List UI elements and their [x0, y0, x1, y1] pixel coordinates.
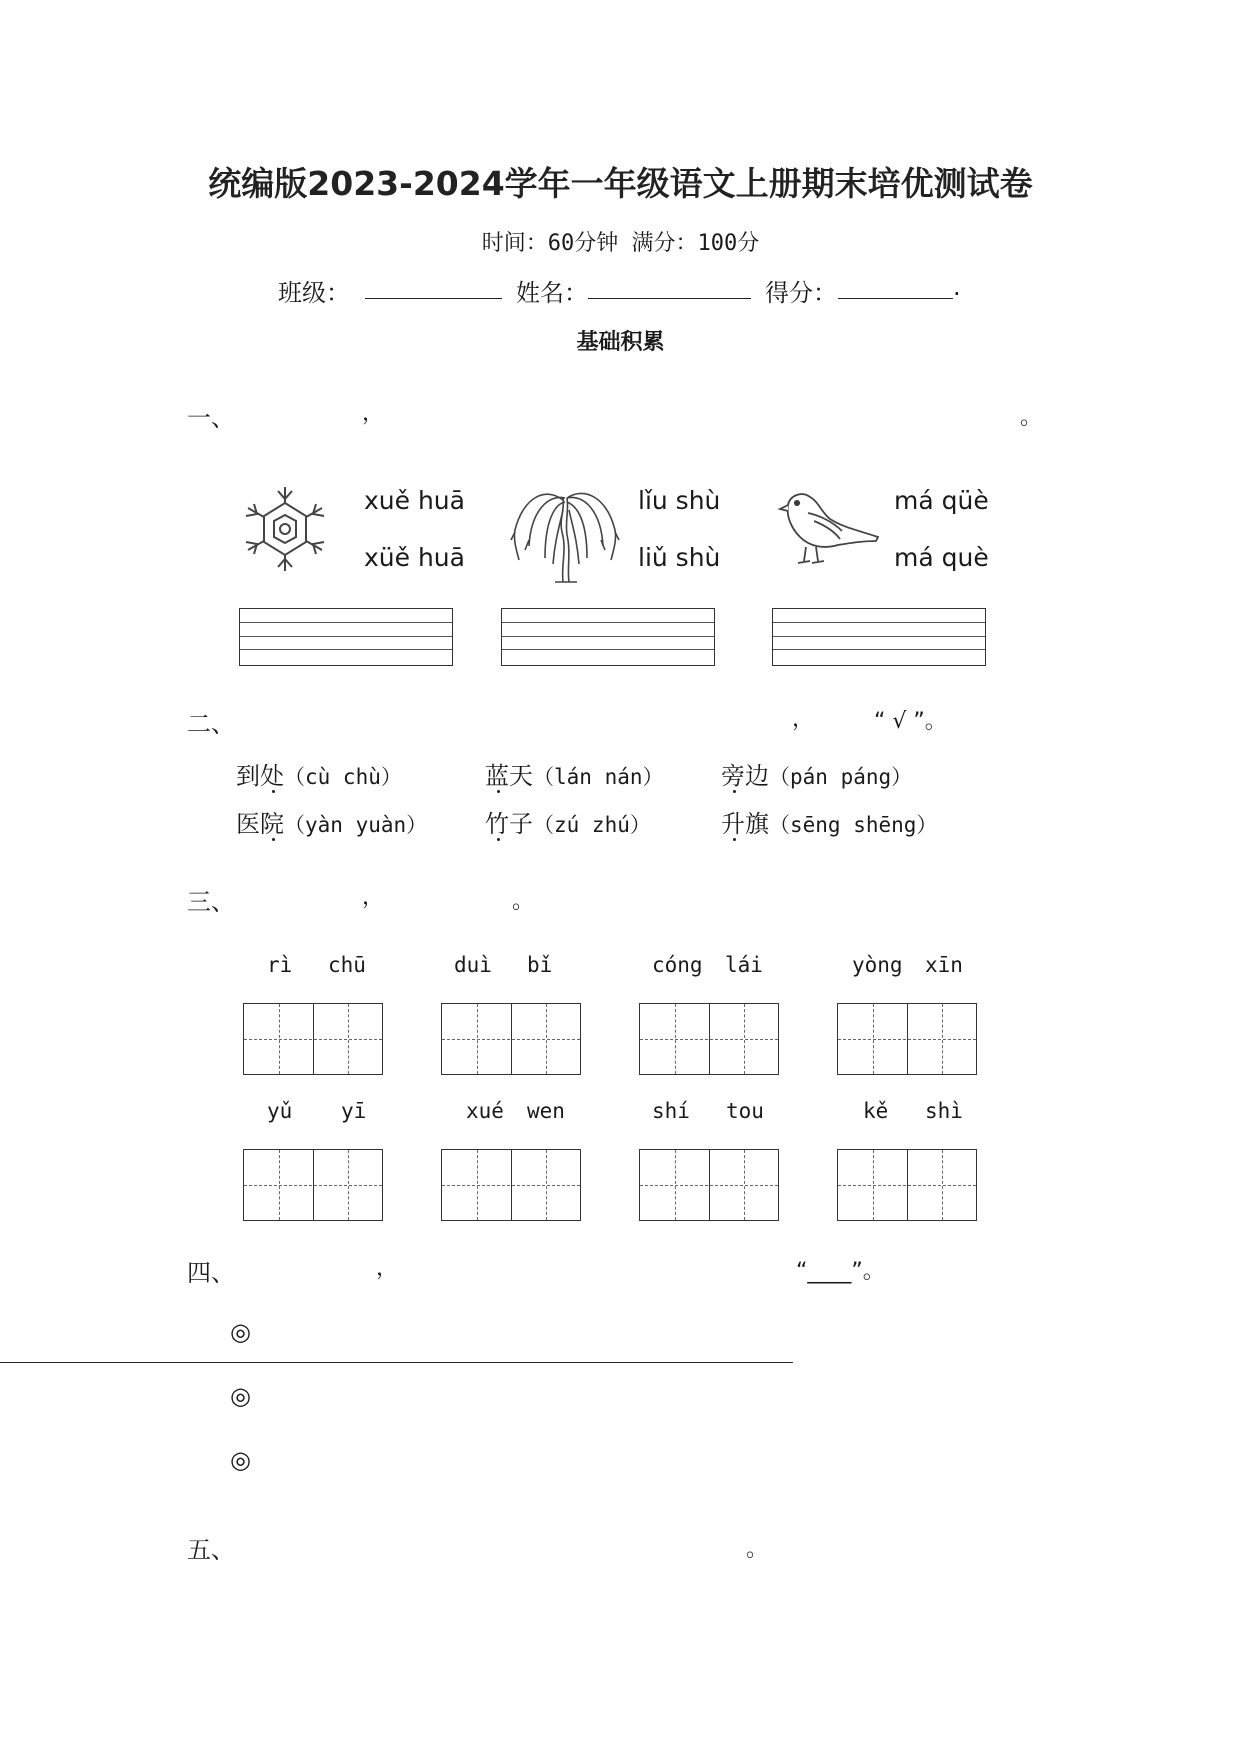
q4-bullet: ◎	[230, 1318, 251, 1346]
q3-pinyin: duì	[454, 953, 492, 977]
section-heading: 基础积累	[576, 330, 665, 355]
q3-number: 三、	[187, 888, 235, 916]
q2-word: 到处（cù chù）	[236, 762, 402, 790]
snowflake-icon	[240, 483, 330, 575]
q2-options[interactable]: （cù chù）	[284, 765, 402, 789]
character-grid[interactable]	[441, 1149, 581, 1221]
q2-options[interactable]: （zú zhú）	[533, 813, 651, 837]
name-label: 姓名：	[516, 279, 588, 307]
class-blank[interactable]	[365, 297, 502, 299]
q2-word: 竹子（zú zhú）	[485, 810, 651, 838]
emphasis-dot	[272, 838, 275, 841]
q3-pinyin: yī	[341, 1099, 367, 1123]
q1-number: 一、	[187, 404, 235, 432]
q3-pinyin: chū	[328, 953, 366, 977]
answer-line[interactable]	[0, 1362, 793, 1363]
q4-bullet: ◎	[230, 1382, 251, 1410]
pinyin-writing-lines[interactable]	[772, 608, 986, 666]
q3-pinyin: lái	[725, 953, 763, 977]
q5-period: 。	[746, 1537, 769, 1562]
q2-options[interactable]: （lán nán）	[533, 765, 664, 789]
q2-word: 升旗（sēng shēng）	[721, 810, 938, 838]
q5-number: 五、	[187, 1536, 235, 1564]
q1-option[interactable]: liǔ shù	[638, 543, 721, 572]
exam-time-score: 时间：60分钟 满分：100分	[481, 231, 760, 256]
class-label: 班级：	[278, 279, 350, 307]
end-dot: .	[953, 273, 961, 301]
score-label: 得分：	[765, 279, 837, 307]
q2-mark: “ √ ”。	[874, 709, 947, 734]
q3-pinyin: xué	[466, 1099, 504, 1123]
q1-option[interactable]: má qüè	[894, 486, 989, 515]
q1-comma: ，	[362, 401, 385, 426]
emphasis-dot	[733, 790, 736, 793]
pinyin-writing-lines[interactable]	[501, 608, 715, 666]
sparrow-icon	[780, 487, 880, 571]
q2-word: 旁边（pán páng）	[721, 762, 913, 790]
character-grid[interactable]	[243, 1149, 383, 1221]
page-title: 统编版2023-2024学年一年级语文上册期末培优测试卷	[208, 164, 1033, 203]
q1-option[interactable]: xüě huā	[364, 543, 465, 572]
q2-comma: ，	[792, 707, 815, 732]
character-grid[interactable]	[243, 1003, 383, 1075]
q4-mark: “____”。	[796, 1259, 885, 1284]
q1-option[interactable]: lǐu shù	[638, 486, 721, 515]
q4-comma: ，	[376, 1256, 399, 1281]
q3-pinyin: shì	[925, 1099, 963, 1123]
name-blank[interactable]	[588, 297, 751, 299]
q4-number: 四、	[187, 1259, 235, 1287]
character-grid[interactable]	[441, 1003, 581, 1075]
score-blank[interactable]	[838, 297, 953, 299]
q3-period: 。	[512, 889, 535, 914]
q2-word: 医院（yàn yuàn）	[236, 810, 428, 838]
pinyin-writing-lines[interactable]	[239, 608, 453, 666]
emphasis-dot	[497, 790, 500, 793]
q3-pinyin: tou	[726, 1099, 764, 1123]
willow-tree-icon	[505, 480, 625, 584]
emphasis-dot	[272, 790, 275, 793]
character-grid[interactable]	[639, 1003, 779, 1075]
q3-pinyin: yòng	[852, 953, 903, 977]
q3-pinyin: kě	[863, 1099, 889, 1123]
q1-option[interactable]: xuě huā	[364, 486, 465, 515]
q3-pinyin: cóng	[652, 953, 703, 977]
q2-options[interactable]: （sēng shēng）	[769, 813, 938, 837]
q2-options[interactable]: （yàn yuàn）	[284, 813, 428, 837]
q3-pinyin: shí	[652, 1099, 690, 1123]
q1-period: 。	[1020, 405, 1043, 430]
q4-bullet: ◎	[230, 1446, 251, 1474]
character-grid[interactable]	[837, 1149, 977, 1221]
q3-pinyin: wen	[527, 1099, 565, 1123]
q3-pinyin: yǔ	[267, 1099, 293, 1123]
q1-option[interactable]: má què	[894, 543, 989, 572]
q3-pinyin: xīn	[925, 953, 963, 977]
q2-number: 二、	[187, 710, 235, 738]
emphasis-dot	[733, 838, 736, 841]
q2-word: 蓝天（lán nán）	[485, 762, 664, 790]
q3-pinyin: bǐ	[527, 953, 553, 977]
q3-pinyin: rì	[267, 953, 293, 977]
q3-comma: ，	[362, 885, 385, 910]
character-grid[interactable]	[639, 1149, 779, 1221]
q2-options[interactable]: （pán páng）	[769, 765, 913, 789]
emphasis-dot	[497, 838, 500, 841]
character-grid[interactable]	[837, 1003, 977, 1075]
